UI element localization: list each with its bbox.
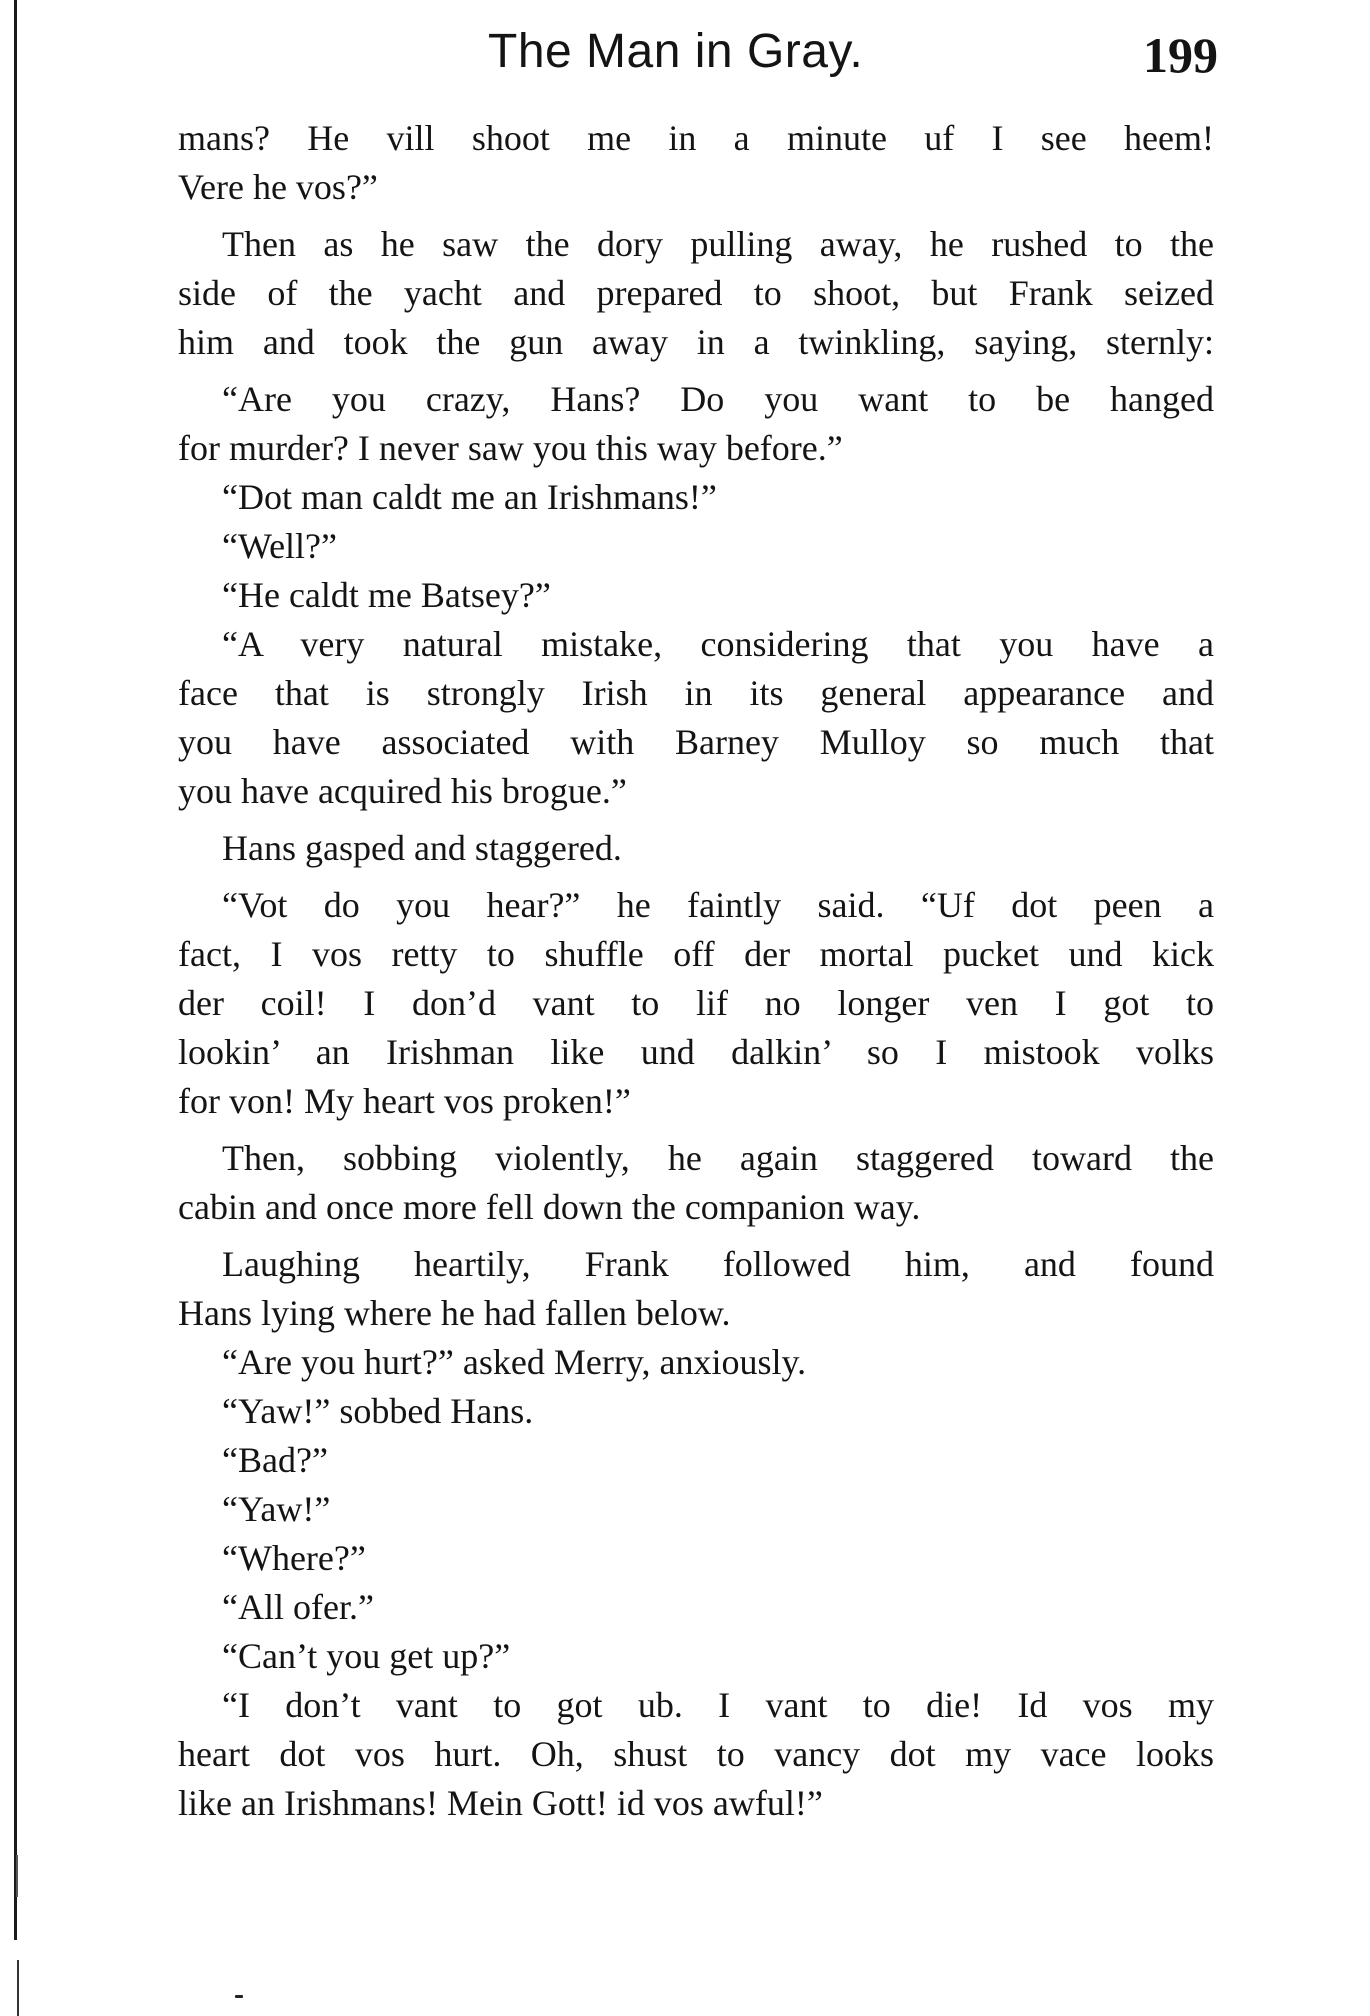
running-title: The Man in Gray. (488, 25, 864, 78)
text-line: “All ofer.” (222, 1587, 374, 1627)
text-line: “Are you crazy, Hans? Do you want to be hanged (222, 379, 1214, 419)
text-line: heart dot vos hurt. Oh, shust to vancy dot my vace looks (178, 1734, 1214, 1774)
text-line: “Bad?” (222, 1440, 328, 1480)
page-edge-line-bottom (17, 1960, 19, 2016)
print-speck (235, 1995, 243, 1998)
text-line: “Dot man caldt me an Irishmans!” (222, 477, 717, 517)
text-line: him and took the gun away in a twinkling, saying, sternly: (178, 322, 1214, 362)
text-line: for von! My heart vos proken!” (178, 1081, 631, 1121)
text-line: der coil! I don’d vant to lif no longer ven I got to (178, 983, 1214, 1023)
text-line: Then as he saw the dory pulling away, he rushed to the (222, 224, 1214, 264)
text-line: lookin’ an Irishman like und dalkin’ so I mistook volks (178, 1032, 1214, 1072)
text-line: like an Irishmans! Mein Gott! id vos awful!” (178, 1783, 823, 1823)
text-line: Vere he vos?” (178, 167, 378, 207)
body-text (178, 114, 1214, 1828)
running-head (178, 24, 1218, 94)
text-line: “Yaw!” (222, 1489, 331, 1529)
text-line: Then, sobbing violently, he again staggered toward the (222, 1138, 1214, 1178)
text-line: “Can’t you get up?” (222, 1636, 511, 1676)
text-line: cabin and once more fell down the companion way. (178, 1187, 921, 1227)
text-line: “Vot do you hear?” he faintly said. “Uf dot peen a (222, 885, 1214, 925)
text-line: Laughing heartily, Frank followed him, and found (222, 1244, 1214, 1284)
text-line: “A very natural mistake, considering that you have a (222, 624, 1214, 664)
text-line: for murder? I never saw you this way before.” (178, 428, 843, 468)
text-line: “I don’t vant to got ub. I vant to die! Id vos my (222, 1685, 1214, 1725)
text-line: you have associated with Barney Mulloy so much that (178, 722, 1214, 762)
text-line: “Where?” (222, 1538, 366, 1578)
text-line: “Yaw!” sobbed Hans. (222, 1391, 534, 1431)
text-line: “Well?” (222, 526, 338, 566)
page-number: 199 (1143, 27, 1218, 83)
text-line: “He caldt me Batsey?” (222, 575, 551, 615)
text-line: “Are you hurt?” asked Merry, anxiously. (222, 1342, 807, 1382)
text-line: side of the yacht and prepared to shoot, but Frank seized (178, 273, 1214, 313)
page-edge-line (14, 0, 17, 1940)
text-line: mans? He vill shoot me in a minute uf I see heem! (178, 118, 1214, 158)
text-line: Hans lying where he had fallen below. (178, 1293, 731, 1333)
text-line: fact, I vos retty to shuffle off der mortal pucket und kick (178, 934, 1214, 974)
text-line: you have acquired his brogue.” (178, 771, 627, 811)
page-edge-mark (16, 1855, 18, 1897)
text-line: Hans gasped and staggered. (222, 828, 622, 868)
text-line: face that is strongly Irish in its general appearance and (178, 673, 1214, 713)
